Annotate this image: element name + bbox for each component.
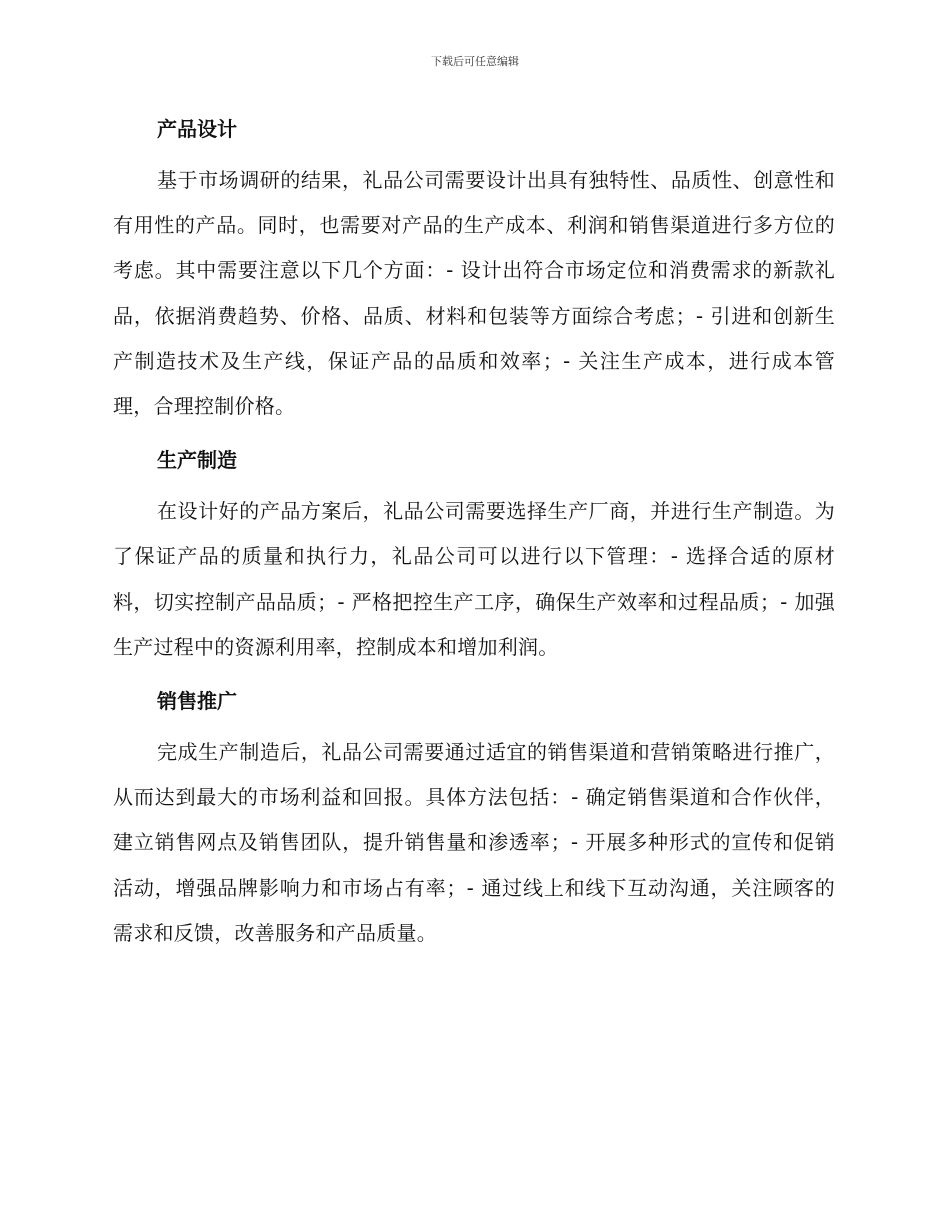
section-product-design [113,112,835,429]
section-sales-promotion [113,684,835,956]
section-title: 销售推广 [157,689,237,714]
section-manufacturing [113,443,835,670]
section-title: 生产制造 [157,448,237,473]
page-header-note: 下载后可任意编辑 [431,55,519,68]
section-paragraph: 基于市场调研的结果，礼品公司需要设计出具有独特性、品质性、创意性和有用性的产品。同时，也需要对产品的生产成本、利润和销售渠道进行多方位的考虑。其中需要注意以下几个方面：- 设计出符合市场定位和消费需求的新款礼品，依据消费趋势、价格、品质、材料和包装等方面综合考虑；- 引进和创新生产制造技术及生产线，保证产品的品质和效率；- 关注生产成本，进行成本管理，合理控制价格。 [113,168,835,419]
section-paragraph: 完成生产制造后，礼品公司需要通过适宜的销售渠道和营销策略进行推广，从而达到最大的市场利益和回报。具体方法包括：- 确定销售渠道和合作伙伴，建立销售网点及销售团队，提升销售量和渗透率；- 开展多种形式的宣传和促销活动，增强品牌影响力和市场占有率；- 通过线上和线下互动沟通，关注顾客的需求和反馈，改善服务和产品质量。 [113,740,835,945]
section-paragraph: 在设计好的产品方案后，礼品公司需要选择生产厂商，并进行生产制造。为了保证产品的质量和执行力，礼品公司可以进行以下管理：- 选择合适的原材料，切实控制产品品质；- 严格把控生产工序，确保生产效率和过程品质；- 加强生产过程中的资源利用率，控制成本和增加利润。 [113,499,835,659]
section-title: 产品设计 [157,117,237,141]
document-body [113,112,835,956]
